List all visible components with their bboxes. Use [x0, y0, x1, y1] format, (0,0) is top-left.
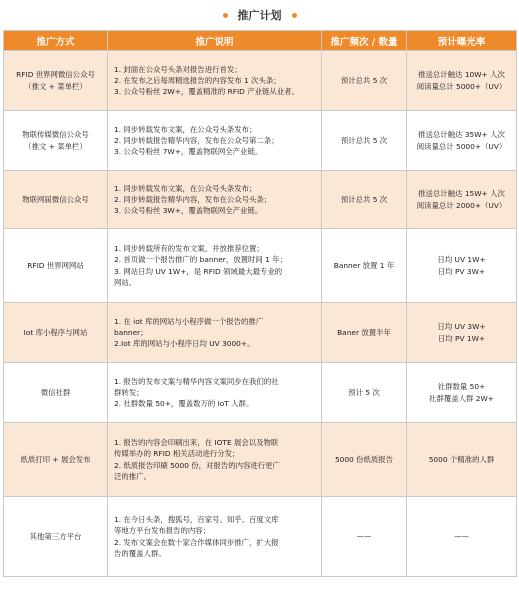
cell-line: 2. 同步转载报告精华内容，发布在公众号第二条；	[114, 135, 279, 145]
title-row	[0, 6, 519, 24]
cell-line: 日均 PV 3W+	[437, 266, 486, 276]
cell-line: 1. 报告的发布文案与精华内容文案同步在我们的社	[114, 376, 279, 386]
cell-line: 物联传媒微信公众号	[22, 130, 89, 140]
cell-line: 阅读量总计 2000+（UV）	[416, 200, 507, 210]
cell-description	[108, 423, 322, 497]
cell-line: 3. 网站日均 UV 1W+，是 RFID 领域最大最专业的	[114, 266, 283, 276]
cell-line: ——	[454, 531, 469, 541]
cell-line: 2. 纸质报告印刷 5000 份，对报告的内容进行更广	[114, 460, 280, 470]
cell-frequency	[322, 497, 407, 577]
cell-line: RFID 世界网网站	[27, 260, 84, 270]
cell-line: （推文 + 菜单栏）	[24, 141, 87, 151]
cell-line: 1. 报告的内容会印刷出来，在 IOTE 展会以及物联	[114, 438, 279, 448]
cell-description	[108, 497, 322, 577]
cell-line: 预计 5 次	[348, 387, 380, 397]
cell-description	[108, 363, 322, 423]
table-row	[4, 303, 517, 363]
cell-line: 3. 公众号粉丝 7W+，覆盖物联网全产业链。	[114, 147, 263, 157]
cell-line: 2. 社群数量 50+，覆盖数万的 IoT 人群。	[114, 399, 254, 409]
cell-line: 日均 UV 3W+	[437, 322, 486, 332]
cell-line: 推送总计触达 10W+ 人次	[418, 70, 505, 80]
cell-line: 阅读量总计 5000+（UV）	[416, 81, 507, 91]
cell-line: 告的覆盖人群。	[114, 548, 166, 558]
cell-exposure	[407, 423, 517, 497]
table-row	[4, 229, 517, 303]
cell-frequency	[322, 51, 407, 111]
cell-exposure	[407, 171, 517, 229]
cell-line: 2. 同步转载报告精华内容，发布在公众号头条；	[114, 194, 272, 204]
cell-line: 推送总计触达 15W+ 人次	[418, 189, 505, 199]
cell-line: 日均 PV 1W+	[437, 333, 486, 343]
cell-frequency	[322, 171, 407, 229]
cell-line: 2. 在发布之后每周精选报告的内容发布 1 次头条；	[114, 75, 281, 85]
cell-line: 1. 同步转载发布文案，在公众号头条发布；	[114, 183, 257, 193]
cell-method	[4, 229, 108, 303]
cell-frequency	[322, 363, 407, 423]
cell-line: 2. 发布文案会在数十家合作媒体同步推广，扩大报	[114, 537, 279, 547]
header-description: 推广说明	[108, 31, 322, 51]
cell-description	[108, 229, 322, 303]
cell-line: banner；	[114, 327, 148, 337]
table-header-row	[4, 31, 517, 51]
cell-method	[4, 497, 108, 577]
cell-line: 物联网届微信公众号	[22, 194, 89, 204]
cell-method	[4, 363, 108, 423]
cell-line: 泛的推广。	[114, 471, 151, 481]
cell-description	[108, 303, 322, 363]
cell-line: 其他第三方平台	[29, 531, 82, 541]
table-row	[4, 171, 517, 229]
cell-exposure	[407, 229, 517, 303]
cell-line: Baner 放置半年	[337, 327, 391, 337]
table-body	[4, 51, 517, 577]
cell-line: RFID 世界网微信公众号	[16, 70, 95, 80]
cell-line: 网站。	[114, 277, 137, 287]
cell-method	[4, 111, 108, 171]
cell-line: 1. 封面在公众号头条对报告进行首发；	[114, 64, 242, 74]
cell-line: 预计总共 5 次	[340, 75, 388, 85]
cell-method	[4, 51, 108, 111]
cell-line: ——	[356, 531, 372, 541]
cell-line: 纸质打印 + 展会发布	[20, 454, 91, 464]
cell-description	[108, 171, 322, 229]
cell-line: 日均 UV 1W+	[437, 255, 486, 265]
cell-exposure	[407, 111, 517, 171]
cell-line: 群转发；	[114, 387, 144, 397]
cell-line: 社群覆盖人群 2W+	[429, 393, 494, 403]
cell-line: 阅读量总计 5000+（UV）	[416, 141, 507, 151]
cell-description	[108, 51, 322, 111]
promotion-plan-table	[3, 30, 517, 577]
header-exposure: 预计曝光率	[407, 31, 517, 51]
title-right-dot	[292, 13, 297, 18]
cell-frequency	[322, 423, 407, 497]
cell-method	[4, 303, 108, 363]
cell-line: 等地方平台发布报告的内容；	[114, 526, 211, 536]
cell-line: 传媒举办的 RFID 相关活动进行分发；	[114, 449, 240, 459]
cell-line: 5000 份纸质报告	[334, 454, 394, 464]
cell-line: 3. 公众号粉丝 2W+，覆盖精准的 RFID 产业链从业者。	[114, 87, 299, 97]
cell-line: 1. 在 iot 库的网站与小程序做一个报告的推广	[114, 316, 264, 326]
cell-line: 1. 在今日头条，搜狐号，百家号、知乎、百度文库	[114, 515, 279, 525]
cell-description	[108, 111, 322, 171]
cell-line: 预计总共 5 次	[340, 194, 388, 204]
cell-exposure	[407, 51, 517, 111]
cell-method	[4, 423, 108, 497]
cell-line: 1. 同步转载发布文案，在公众号头条发布；	[114, 124, 257, 134]
cell-line: 2.Iot 库的网站与小程序日均 UV 3000+。	[114, 339, 255, 349]
cell-line: 2. 首页做一个报告推广的 banner，放置时间 1 年；	[114, 255, 287, 265]
cell-exposure	[407, 363, 517, 423]
table-row	[4, 423, 517, 497]
cell-line: 社群数量 50+	[437, 382, 486, 392]
table-row	[4, 497, 517, 577]
title-left-dot	[223, 13, 228, 18]
cell-line: 3. 公众号粉丝 3W+，覆盖物联网全产业链。	[114, 206, 263, 216]
table-row	[4, 51, 517, 111]
cell-frequency	[322, 111, 407, 171]
table-row	[4, 363, 517, 423]
cell-line: 预计总共 5 次	[340, 135, 388, 145]
cell-line: Banner 放置 1 年	[333, 260, 395, 270]
table-row	[4, 111, 517, 171]
cell-exposure	[407, 303, 517, 363]
header-frequency: 推广频次 / 数量	[322, 31, 407, 51]
cell-line: （推文 + 菜单栏）	[24, 81, 87, 91]
cell-method	[4, 171, 108, 229]
header-method: 推广方式	[4, 31, 108, 51]
page-title: 推广计划	[237, 9, 282, 22]
cell-line: 5000 个精准的人群	[428, 454, 495, 464]
cell-line: 推送总计触达 35W+ 人次	[418, 130, 505, 140]
cell-line: 1. 同步转载所有的发布文案，并放推荐位置；	[114, 244, 264, 254]
cell-exposure	[407, 497, 517, 577]
cell-frequency	[322, 303, 407, 363]
cell-frequency	[322, 229, 407, 303]
cell-line: Iot 库小程序与网站	[23, 327, 88, 337]
cell-line: 微信社群	[40, 387, 71, 397]
